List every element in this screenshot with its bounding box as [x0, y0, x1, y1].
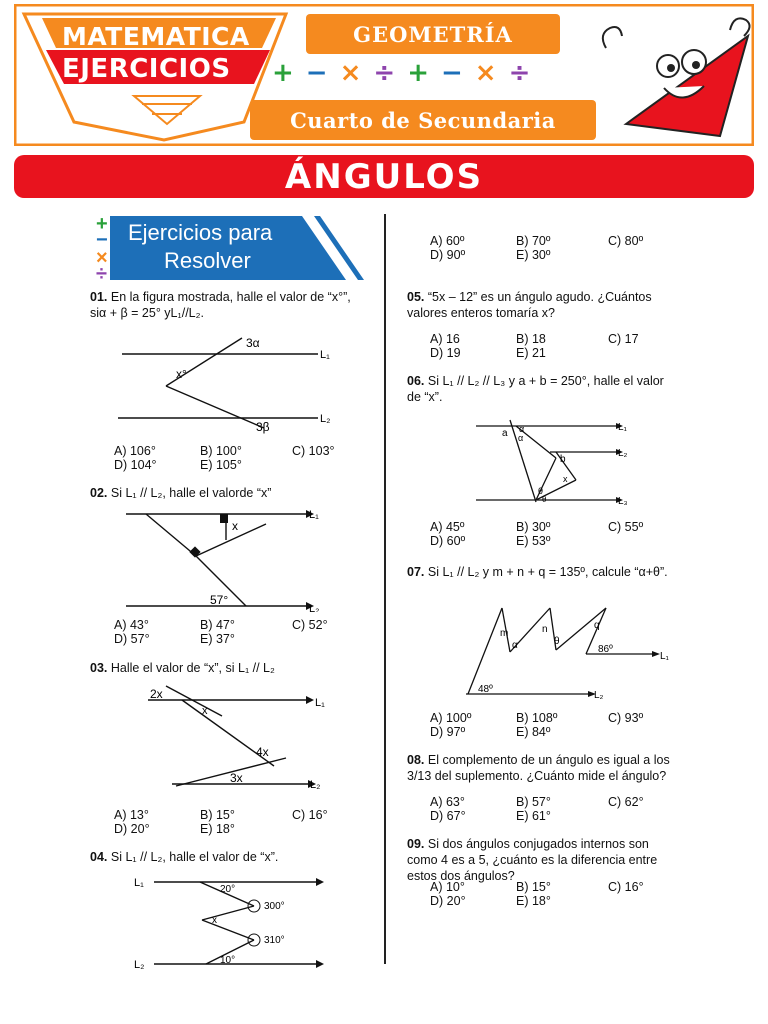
fig-label: α	[518, 433, 524, 443]
topic-pill	[306, 14, 560, 54]
options-05	[430, 332, 680, 362]
question-number: 01.	[90, 290, 108, 304]
fig-label: 86º	[598, 644, 613, 655]
question-07	[407, 564, 675, 580]
option[interactable]: B) 18	[516, 332, 546, 346]
question-01	[90, 289, 362, 321]
question-number: 05.	[407, 290, 425, 304]
options-02	[114, 618, 364, 648]
fig-label: x	[563, 474, 568, 484]
option[interactable]: D) 57°	[114, 632, 150, 646]
question-04	[90, 849, 362, 865]
fig-label: L₂	[618, 448, 628, 459]
fig-label: a	[502, 428, 508, 439]
fig-label: x	[232, 519, 238, 533]
question-06	[407, 373, 675, 405]
option[interactable]: D) 104°	[114, 458, 157, 472]
option[interactable]: B) 108º	[516, 711, 558, 725]
fig-label: 3α	[246, 336, 260, 350]
option[interactable]: A) 60º	[430, 234, 465, 248]
options-08	[430, 795, 680, 825]
fig-label: α	[512, 640, 518, 651]
question-number: 06.	[407, 374, 425, 388]
option[interactable]: B) 15°	[200, 808, 235, 822]
option[interactable]: D) 67°	[430, 809, 466, 823]
question-03	[90, 660, 362, 676]
fig-label: L₂	[310, 779, 321, 791]
fig-label: L₁	[309, 509, 319, 521]
minus-icon: −	[96, 229, 108, 251]
options-03	[114, 808, 364, 838]
option[interactable]: D) 20°	[114, 822, 150, 836]
minus-icon: −	[305, 58, 328, 88]
question-number: 08.	[407, 753, 425, 767]
fig-label: x	[212, 915, 217, 926]
fig-label: 57°	[210, 593, 229, 607]
options-06	[430, 520, 680, 550]
fig-label: θ	[538, 486, 544, 496]
fig-label: n	[542, 624, 548, 635]
option[interactable]: D) 60º	[430, 534, 466, 548]
fig-label: 20°	[220, 884, 236, 895]
option[interactable]: C) 103°	[292, 444, 335, 458]
fig-label: m	[500, 628, 509, 639]
fig-label: L₁	[660, 651, 669, 662]
times-icon: ×	[339, 58, 362, 88]
question-text: Si dos ángulos conjugados internos son como 4 es a 5, ¿cuánto es la diferencia entre estos dos ángulos?	[407, 837, 658, 883]
fig-label: x°	[176, 367, 187, 381]
option[interactable]: E) 105°	[200, 458, 242, 472]
question-text: En la figura mostrada, halle el valor de “x°”, siα + β = 25° yL₁//L₂.	[90, 290, 351, 320]
fig-label: L₂	[134, 959, 145, 970]
options-01	[114, 444, 364, 474]
option[interactable]: D) 20°	[430, 894, 466, 908]
divide-icon: ÷	[96, 263, 107, 282]
option[interactable]: C) 55º	[608, 520, 644, 534]
option[interactable]: E) 84º	[516, 725, 551, 739]
plus-icon: +	[96, 214, 108, 235]
plus-icon: +	[272, 58, 294, 88]
question-number: 07.	[407, 565, 425, 579]
fig-label: L₂	[309, 603, 320, 612]
question-text: Si L₁ // L₂, halle el valorde “x”	[110, 486, 272, 500]
divide-icon: ÷	[373, 58, 396, 88]
option[interactable]: C) 16°	[292, 808, 328, 822]
fig-label: L₃	[618, 496, 628, 507]
option[interactable]: A) 45º	[430, 520, 465, 534]
options-09	[430, 880, 680, 910]
page-title: ÁNGULOS	[284, 156, 484, 197]
option[interactable]: D) 97º	[430, 725, 466, 739]
divide-icon: ÷	[508, 58, 531, 88]
fig-label: L₁	[618, 422, 627, 433]
option[interactable]: E) 18°	[516, 894, 551, 908]
option[interactable]: C) 52°	[292, 618, 328, 632]
option[interactable]: E) 53º	[516, 534, 551, 548]
option[interactable]: C) 16°	[608, 880, 644, 894]
section-title-line2: Resolver	[164, 248, 251, 273]
option[interactable]: B) 100°	[200, 444, 242, 458]
fig-label: 4x	[256, 745, 269, 759]
figure-07	[460, 602, 680, 702]
fig-label: 10°	[220, 955, 236, 966]
figure-03	[142, 682, 382, 792]
option[interactable]: B) 47°	[200, 618, 235, 632]
section-title-line1: Ejercicios para	[128, 220, 273, 245]
fig-label: L₂	[320, 413, 331, 425]
fig-label: x	[202, 705, 208, 717]
fig-label: 310°	[264, 935, 285, 946]
fig-label: θ	[542, 495, 547, 504]
fig-label: 3x	[230, 771, 243, 785]
question-text: Si L₁ // L₂ // L₃ y a + b = 250°, halle el valor de “x”.	[407, 374, 664, 404]
question-number: 02.	[90, 486, 108, 500]
figure-02	[116, 504, 356, 612]
topic-label: GEOMETRÍA	[353, 21, 513, 47]
option[interactable]: D) 90º	[430, 248, 466, 262]
option[interactable]: C) 80º	[608, 234, 644, 248]
fig-label: b	[560, 454, 566, 465]
fig-label: 300°	[264, 901, 285, 912]
question-text: Si L₁ // L₂ y m + n + q = 135º, calcule “α+θ”.	[427, 565, 668, 579]
times-icon: ×	[474, 58, 497, 88]
question-08	[407, 752, 675, 784]
option[interactable]: B) 30º	[516, 520, 551, 534]
option[interactable]: A) 16	[430, 332, 460, 346]
fig-label: q	[594, 620, 600, 631]
brand-line2: EJERCICIOS	[62, 54, 231, 84]
grade-label: Cuarto de Secundaria	[290, 107, 556, 133]
option[interactable]: A) 100º	[430, 711, 472, 725]
section-banner	[88, 214, 370, 282]
question-number: 09.	[407, 837, 425, 851]
question-09	[407, 836, 675, 884]
question-text: Si L₁ // L₂, halle el valor de “x”.	[110, 850, 279, 864]
question-02	[90, 485, 362, 501]
option[interactable]: C) 17	[608, 332, 639, 346]
times-icon: ×	[96, 247, 108, 269]
option[interactable]: B) 57°	[516, 795, 551, 809]
options-04	[430, 234, 680, 264]
math-ops-row	[272, 58, 530, 88]
question-05	[407, 289, 675, 321]
option[interactable]: A) 63°	[430, 795, 465, 809]
option[interactable]: E) 21	[516, 346, 546, 360]
option[interactable]: A) 13°	[114, 808, 149, 822]
fig-label: α	[519, 424, 525, 434]
header	[14, 4, 754, 146]
options-07	[430, 711, 680, 741]
option[interactable]: B) 70º	[516, 234, 551, 248]
fig-label: 3β	[256, 420, 270, 434]
option[interactable]: E) 37°	[200, 632, 235, 646]
question-text: “5x – 12” es un ángulo agudo. ¿Cuántos valores enteros tomaría x?	[407, 290, 652, 320]
question-text: Halle el valor de “x”, si L₁ // L₂	[110, 661, 275, 675]
option[interactable]: A) 43°	[114, 618, 149, 632]
option[interactable]: C) 62°	[608, 795, 644, 809]
grade-pill	[250, 100, 596, 140]
brand-line1: MATEMATICA	[62, 22, 250, 51]
option[interactable]: A) 10°	[430, 880, 465, 894]
fig-label: L₂	[594, 690, 604, 701]
plus-icon: +	[407, 58, 429, 88]
page-title-bar	[14, 155, 754, 198]
figure-06	[466, 416, 666, 508]
fig-label: 48º	[478, 684, 493, 695]
figure-01	[108, 330, 348, 438]
question-text: El complemento de un ángulo es igual a los 3/13 del suplemento. ¿Cuánto mide el ángulo?	[407, 753, 670, 783]
question-number: 03.	[90, 661, 108, 675]
option[interactable]: B) 15°	[516, 880, 551, 894]
option[interactable]: A) 106°	[114, 444, 156, 458]
fig-label: L₁	[320, 349, 330, 361]
fig-label: L₁	[315, 697, 325, 709]
fig-label: L₁	[134, 877, 144, 889]
minus-icon: −	[440, 58, 463, 88]
option[interactable]: D) 19	[430, 346, 461, 360]
option[interactable]: E) 30º	[516, 248, 551, 262]
column-divider	[384, 214, 386, 964]
fig-label: θ	[554, 636, 560, 647]
option[interactable]: E) 18°	[200, 822, 235, 836]
option[interactable]: E) 61°	[516, 809, 551, 823]
figure-04	[130, 870, 360, 970]
option[interactable]: C) 93º	[608, 711, 644, 725]
fig-label: 2x	[150, 687, 163, 701]
question-number: 04.	[90, 850, 108, 864]
